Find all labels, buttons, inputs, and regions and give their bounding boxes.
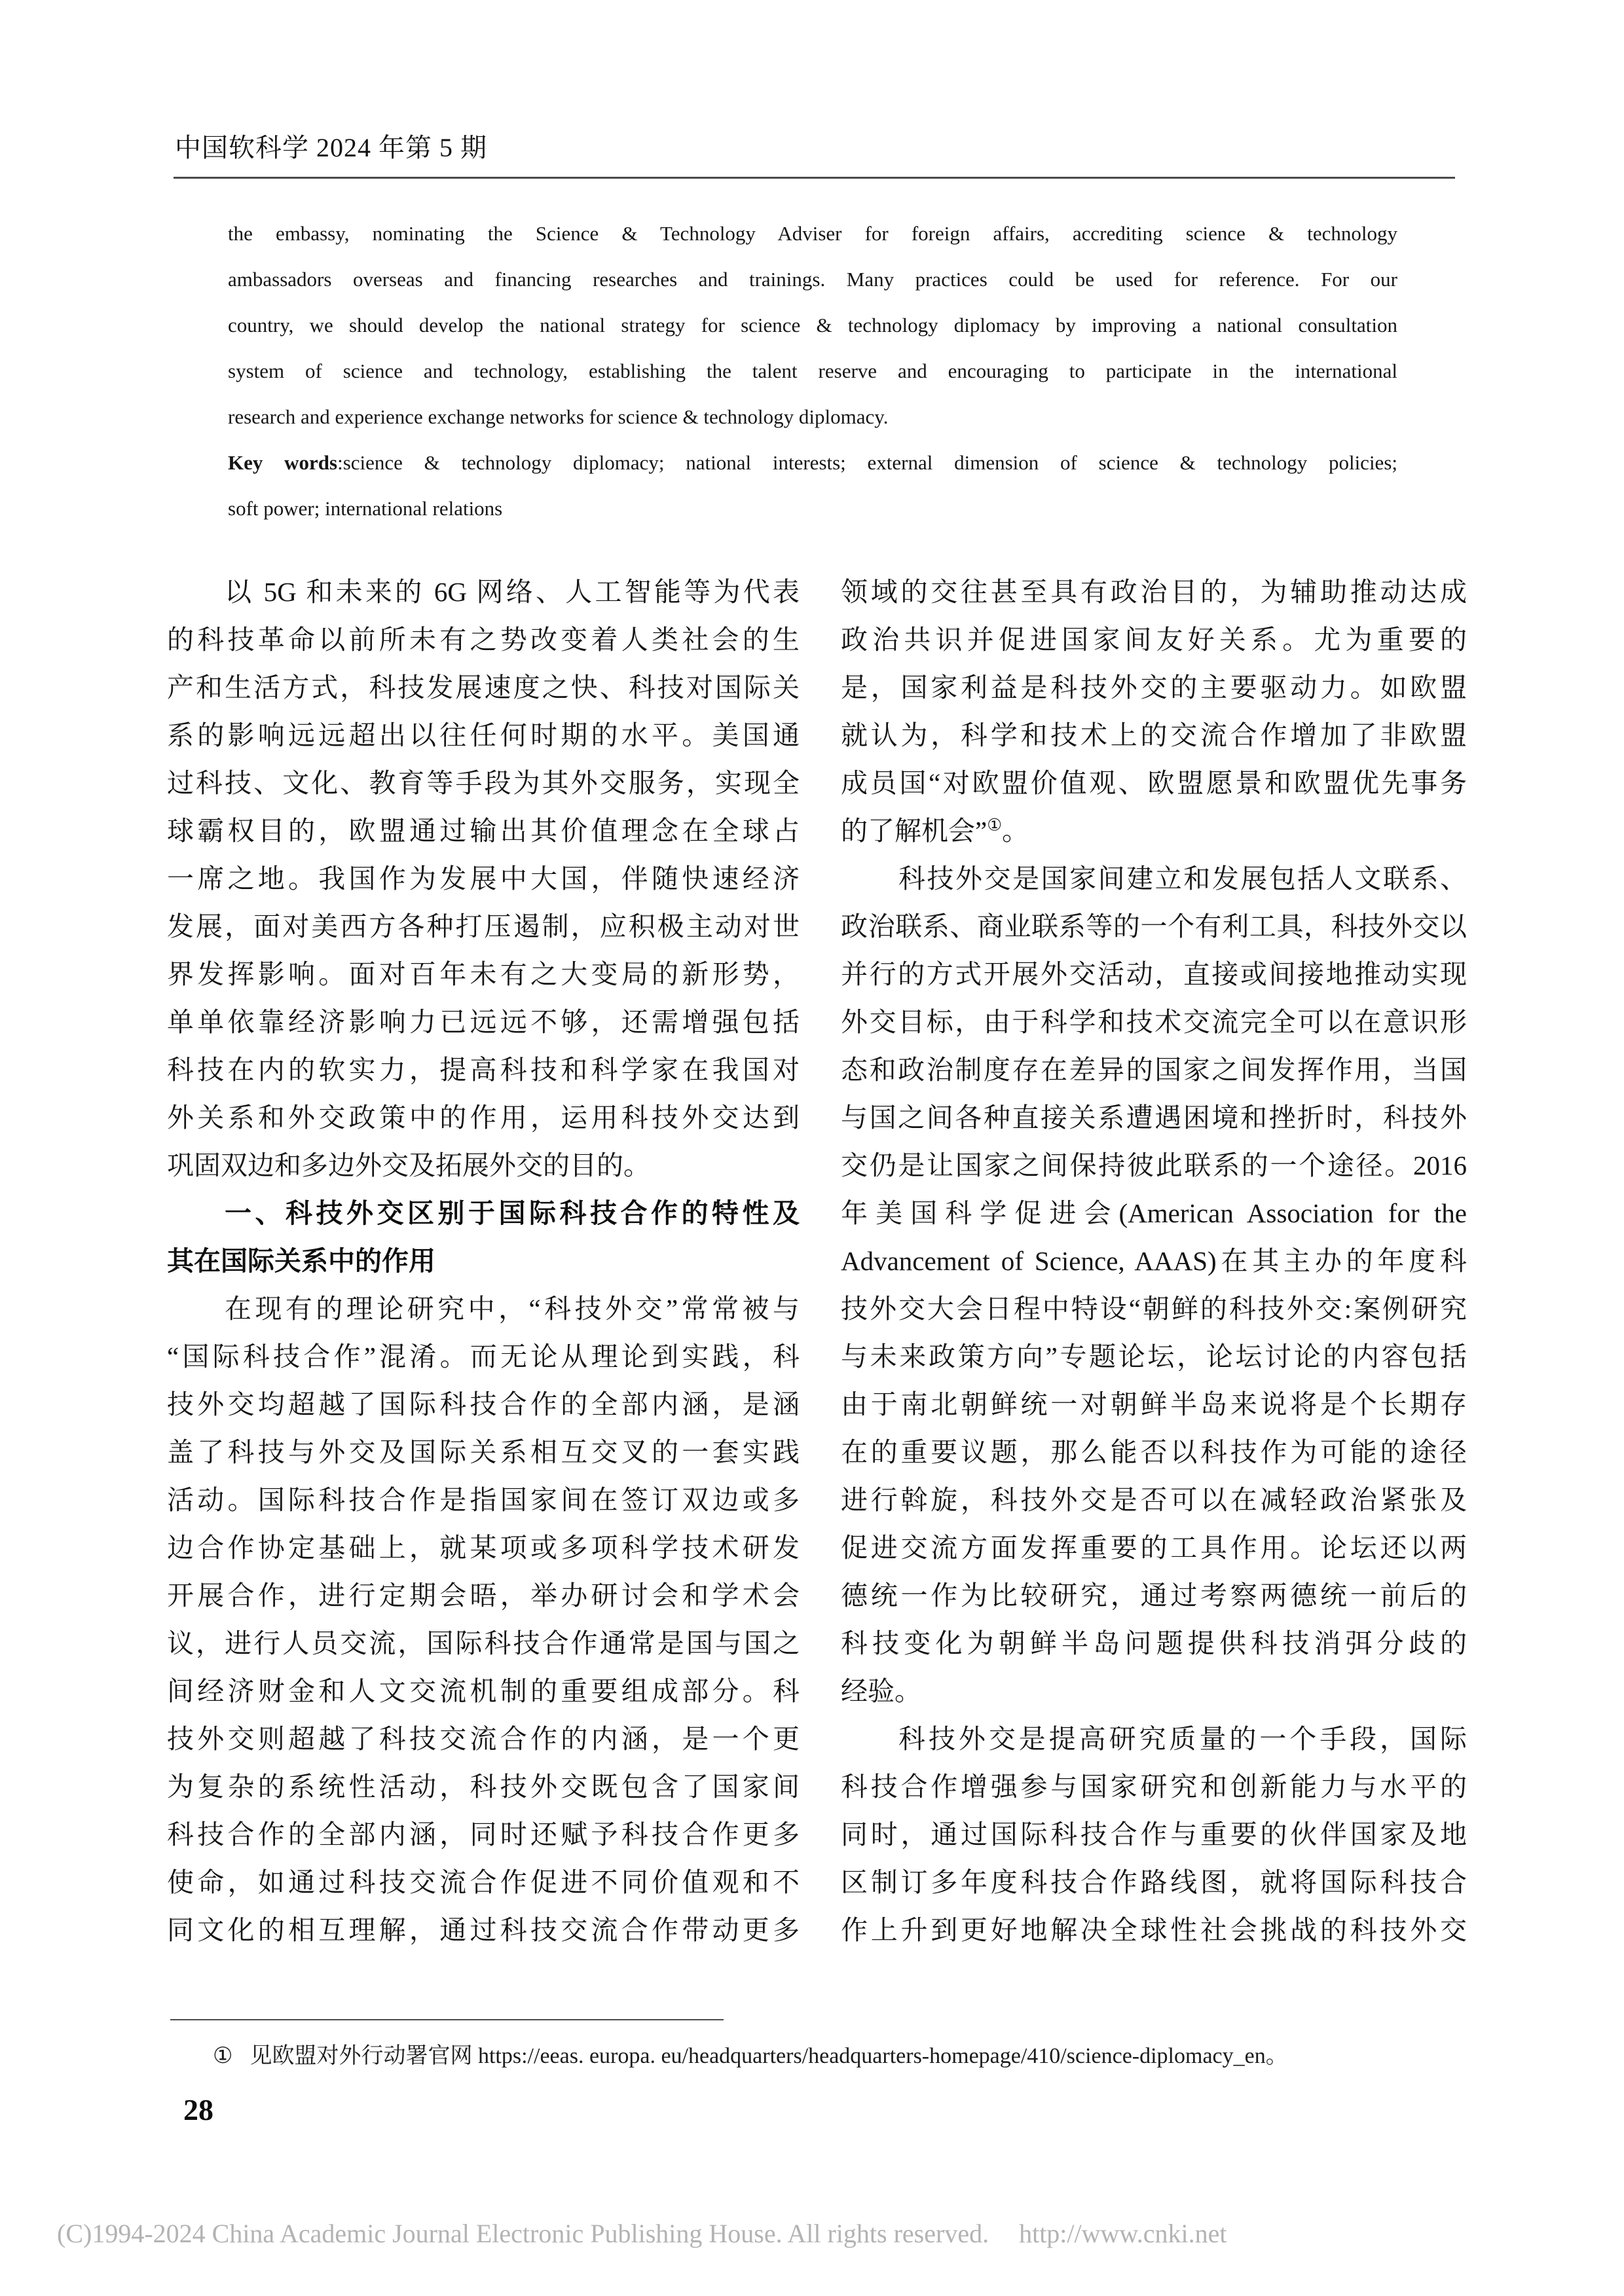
text-line: 交仍是让国家之间保持彼此联系的一个途径。2016: [841, 1150, 1467, 1180]
journal-issue-header: 中国软科学 2024 年第 5 期: [175, 133, 487, 162]
cnki-url: http://www.cnki.net: [1019, 2219, 1227, 2248]
text-line: 盖了科技与外交及国际关系相互交叉的一套实践: [167, 1437, 800, 1467]
text-line: 科技外交是国家间建立和发展包括人文联系、: [898, 864, 1467, 894]
keywords-label: Key words: [228, 451, 338, 474]
text-line: 外关系和外交政策中的作用，运用科技外交达到: [167, 1102, 800, 1133]
text-line: 产和生活方式，科技发展速度之快、科技对国际关: [167, 672, 800, 702]
abstract-line: research and experience exchange networks for science & technology diplomacy.: [228, 405, 889, 428]
text-line: 科技在内的软实力，提高科技和科学家在我国对: [167, 1055, 800, 1085]
text-line: 态和政治制度存在差异的国家之间发挥作用，当国: [841, 1055, 1467, 1085]
section-heading-line: 一、科技外交区别于国际科技合作的特性及: [225, 1198, 800, 1228]
text-line: 开展合作，进行定期会晤，举办研讨会和学术会: [167, 1580, 800, 1611]
abstract-lines: [228, 211, 1397, 440]
text-line: 巩固双边和多边外交及拓展外交的目的。: [167, 1150, 650, 1180]
text-line: 进行斡旋，科技外交是否可以在减轻政治紧张及: [841, 1485, 1467, 1515]
text-line: 边合作协定基础上，就某项或多项科学技术研发: [167, 1533, 800, 1563]
abstract-line: system of science and technology, establishing the talent reserve and encouraging to participate in the international: [228, 359, 1397, 382]
text-line: 科技合作的全部内涵，同时还赋予科技合作更多: [167, 1819, 800, 1850]
text-line: 的科技革命以前所未有之势改变着人类社会的生: [167, 625, 800, 655]
text-line: 议，进行人员交流，国际科技合作通常是国与国之: [167, 1628, 800, 1658]
text-line: 外交目标，由于科学和技术交流完全可以在意识形: [841, 1007, 1467, 1037]
keywords-line: [228, 440, 1397, 486]
text-line: “国际科技合作”混淆。而无论从理论到实践，科: [167, 1341, 800, 1372]
text-line: 科技外交是提高研究质量的一个手段，国际: [898, 1724, 1467, 1754]
text-line: 过科技、文化、教育等手段为其外交服务，实现全: [167, 768, 800, 798]
english-abstract: [228, 211, 1397, 532]
text-line: 以 5G 和未来的 6G 网络、人工智能等为代表: [225, 577, 800, 607]
text-line: 政治共识并促进国家间友好关系。尤为重要的: [841, 625, 1467, 655]
text-line: 系的影响远远超出以往任何时期的水平。美国通: [167, 720, 800, 750]
text-line: 使命，如通过科技交流合作促进不同价值观和不: [167, 1867, 800, 1897]
text-line: 间经济财金和人文交流机制的重要组成部分。科: [167, 1676, 800, 1706]
text-line: [841, 807, 1467, 855]
text-line: 同时，通过国际科技合作与重要的伙伴国家及地: [841, 1819, 1467, 1850]
text-line: 就认为，科学和技术上的交流合作增加了非欧盟: [841, 720, 1467, 750]
keywords-line-2: soft power; international relations: [228, 497, 503, 520]
text-line: 是，国家利益是科技外交的主要驱动力。如欧盟: [841, 672, 1467, 702]
text-line: 与国之间各种直接关系遭遇困境和挫折时，科技外: [841, 1102, 1467, 1133]
abstract-line: ambassadors overseas and financing researches and trainings. Many practices could be used for reference. For our: [228, 268, 1397, 291]
text-line: 由于南北朝鲜统一对朝鲜半岛来说将是个长期存: [841, 1389, 1467, 1419]
text-line: 为复杂的系统性活动，科技外交既包含了国家间: [167, 1772, 800, 1802]
copyright-footer: [57, 2218, 1576, 2249]
copyright-text: (C)1994-2024 China Academic Journal Electronic Publishing House. All rights reserved.: [57, 2219, 989, 2248]
text-segment: 。: [1001, 816, 1029, 846]
text-line: 成员国“对欧盟价值观、欧盟愿景和欧盟优先事务: [841, 768, 1467, 798]
text-line: 单单依靠经济影响力已远远不够，还需增强包括: [167, 1007, 800, 1037]
text-line: 与未来政策方向”专题论坛，论坛讨论的内容包括: [841, 1341, 1467, 1372]
abstract-line: country, we should develop the national strategy for science & technology diplomacy by improving a national consultation: [228, 314, 1397, 337]
text-line: 同文化的相互理解，通过科技交流合作带动更多: [167, 1915, 800, 1945]
text-line: 科技合作增强参与国家研究和创新能力与水平的: [841, 1772, 1467, 1802]
text-line: 年美国科学促进会(American Association for the: [841, 1198, 1467, 1228]
footnote-marker: ①: [213, 2044, 233, 2068]
text-segment: 的了解机会”: [841, 816, 987, 846]
text-line: 并行的方式开展外交活动，直接或间接地推动实现: [841, 959, 1467, 989]
text-line: 活动。国际科技合作是指国家间在签订双边或多: [167, 1485, 800, 1515]
keywords-separator: :: [337, 451, 343, 474]
text-line: 经验。: [841, 1676, 921, 1706]
right-column: [841, 568, 1467, 1954]
footnote-separator: [170, 2019, 724, 2020]
section-heading-line: 其在国际关系中的作用: [167, 1246, 435, 1276]
left-column: [167, 568, 800, 1954]
text-line: 区制订多年度科技合作路线图，就将国际科技合: [841, 1867, 1467, 1897]
text-line: 技外交大会日程中特设“朝鲜的科技外交:案例研究: [841, 1294, 1467, 1324]
footnote: [213, 2041, 1496, 2071]
footnote-ref-marker: ①: [987, 816, 1002, 835]
text-line: 球霸权目的，欧盟通过输出其价值理念在全球占: [167, 816, 800, 846]
text-line: 在的重要议题，那么能否以科技作为可能的途径: [841, 1437, 1467, 1467]
text-line: 政治联系、商业联系等的一个有利工具，科技外交以: [841, 911, 1467, 941]
text-line: 德统一作为比较研究，通过考察两德统一前后的: [841, 1580, 1467, 1611]
header-rule: [174, 177, 1455, 179]
text-line: 作上升到更好地解决全球性社会挑战的科技外交: [841, 1915, 1467, 1945]
text-line: 在现有的理论研究中，“科技外交”常常被与: [225, 1294, 800, 1324]
text-line: 发展，面对美西方各种打压遏制，应积极主动对世: [167, 911, 800, 941]
text-line: 促进交流方面发挥重要的工具作用。论坛还以两: [841, 1533, 1467, 1563]
text-line: 技外交则超越了科技交流合作的内涵，是一个更: [167, 1724, 800, 1754]
footnote-text: 见欧盟对外行动署官网 https://eeas. europa. eu/headquarters/headquarters-homepage/410/science-diplomacy_en。: [249, 2044, 1288, 2068]
text-line: 科技变化为朝鲜半岛问题提供科技消弭分歧的: [841, 1628, 1467, 1658]
keywords-text: science & technology diplomacy; national interests; external dimension of science & technology policies;: [342, 451, 1397, 474]
abstract-line: the embassy, nominating the Science & Technology Adviser for foreign affairs, accrediting science & technology: [228, 222, 1397, 245]
text-line: 领域的交往甚至具有政治目的，为辅助推动达成: [841, 577, 1467, 607]
page-number: 28: [183, 2093, 213, 2126]
text-line: 界发挥影响。面对百年未有之大变局的新形势，: [167, 959, 800, 989]
text-line: 技外交均超越了国际科技合作的全部内涵，是涵: [167, 1389, 800, 1419]
text-line: Advancement of Science, AAAS)在其主办的年度科: [841, 1246, 1467, 1276]
text-line: 一席之地。我国作为发展中大国，伴随快速经济: [167, 864, 800, 894]
